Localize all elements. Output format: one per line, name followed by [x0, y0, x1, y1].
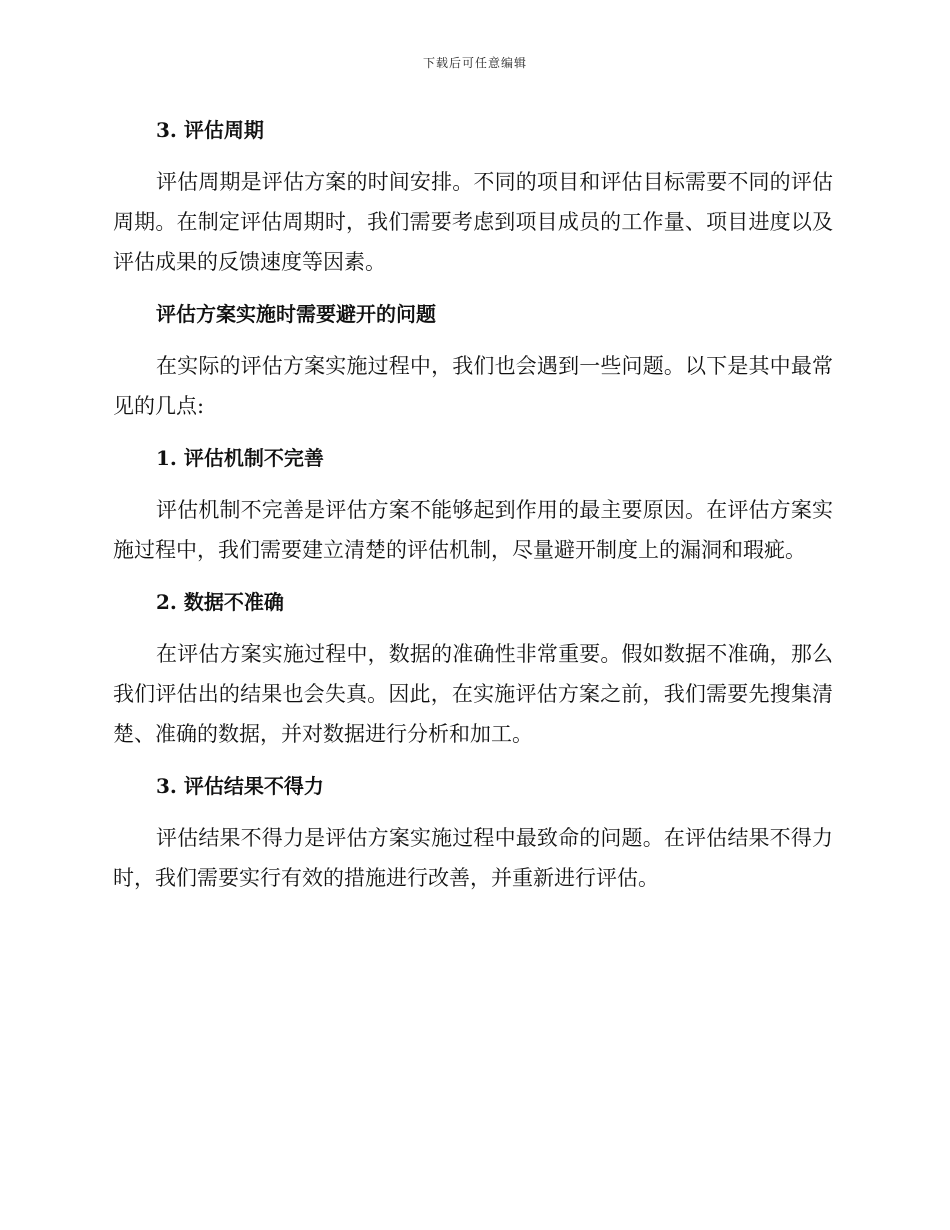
page-header: 下载后可任意编辑 [422, 56, 527, 70]
document-body [113, 112, 833, 898]
section-paragraph-problems-to-avoid: 在实际的评估方案实施过程中，我们也会遇到一些问题。以下是其中最常见的几点: [113, 354, 833, 418]
section-paragraph-evaluation-cycle: 评估周期是评估方案的时间安排。不同的项目和评估目标需要不同的评估周期。在制定评估周期时，我们需要考虑到项目成员的工作量、项目进度以及评估成果的反馈速度等因素。 [113, 170, 833, 274]
section-paragraph-incomplete-mechanism: 评估机制不完善是评估方案不能够起到作用的最主要原因。在评估方案实施过程中，我们需要建立清楚的评估机制，尽量避开制度上的漏洞和瑕疵。 [113, 498, 833, 562]
section-heading-ineffective-results: 3. 评估结果不得力 [156, 774, 324, 798]
section-heading-inaccurate-data: 2. 数据不准确 [156, 590, 284, 614]
section-heading-evaluation-cycle: 3. 评估周期 [156, 118, 264, 142]
section-paragraph-inaccurate-data: 在评估方案实施过程中，数据的准确性非常重要。假如数据不准确，那么我们评估出的结果也会失真。因此，在实施评估方案之前，我们需要先搜集清楚、准确的数据，并对数据进行分析和加工。 [113, 642, 833, 746]
section-heading-incomplete-mechanism: 1. 评估机制不完善 [156, 446, 324, 470]
section-heading-problems-to-avoid: 评估方案实施时需要避开的问题 [156, 302, 436, 326]
section-paragraph-ineffective-results: 评估结果不得力是评估方案实施过程中最致命的问题。在评估结果不得力时，我们需要实行有效的措施进行改善，并重新进行评估。 [113, 826, 833, 890]
